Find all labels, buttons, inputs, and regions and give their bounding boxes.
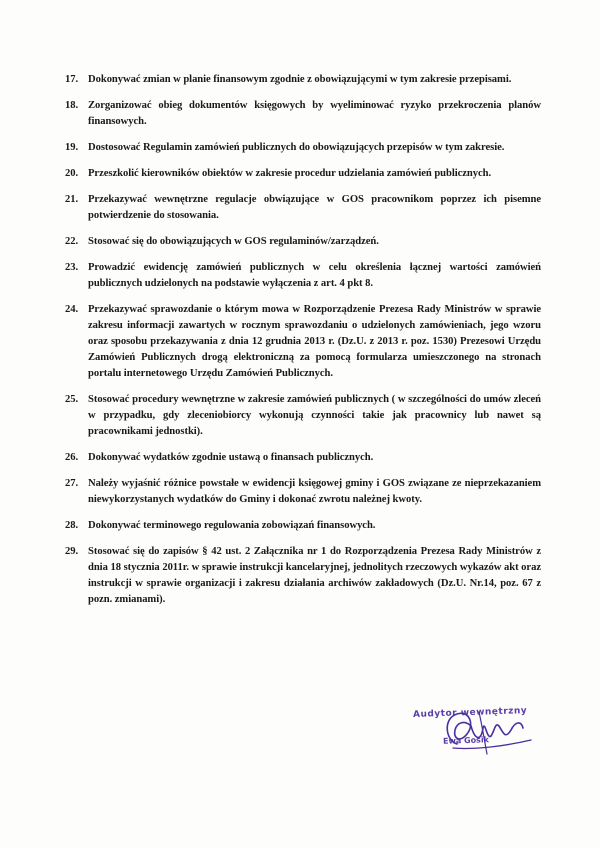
item-number: 28. (65, 520, 79, 531)
list-item (65, 234, 541, 250)
list-item (65, 140, 541, 156)
item-text: Dokonywać zmian w planie finansowym zgodnie z obowiązującymi w tym zakresie przepisami. (88, 74, 512, 85)
item-number: 22. (65, 236, 79, 247)
item-text: Zorganizować obieg dokumentów księgowych by wyeliminować ryzyko przekroczenia planów finansowych. (88, 100, 541, 127)
list-item (65, 302, 541, 382)
list-item (65, 544, 541, 608)
auditor-stamp-signature (395, 700, 545, 762)
item-text: Przeszkolić kierowników obiektów w zakresie procedur udzielania zamówień publicznych. (88, 168, 492, 179)
list-item (65, 260, 541, 292)
item-text: Prowadzić ewidencję zamówień publicznych w celu określenia łącznej wartości zamówień publicznych udzielonych na podstawie wyłączenia z art. 4 pkt 8. (88, 262, 541, 289)
item-number: 29. (65, 546, 79, 557)
recommendations-list (65, 72, 541, 618)
list-item (65, 192, 541, 224)
list-item (65, 392, 541, 440)
item-text: Dokonywać wydatków zgodnie ustawą o finansach publicznych. (88, 452, 374, 463)
item-text: Należy wyjaśnić różnice powstałe w ewidencji księgowej gminy i GOS związane ze nieprzekazaniem niewykorzystanych wydatków do Gminy i dokonać zwrotu należnej kwoty. (88, 478, 541, 505)
list-item (65, 450, 541, 466)
list-item (65, 166, 541, 182)
item-number: 25. (65, 394, 79, 405)
item-number: 21. (65, 194, 79, 205)
item-text: Stosować się do obowiązujących w GOS regulaminów/zarządzeń. (88, 236, 379, 247)
item-number: 18. (65, 100, 79, 111)
item-number: 20. (65, 168, 79, 179)
item-number: 26. (65, 452, 79, 463)
item-number: 27. (65, 478, 79, 489)
item-number: 17. (65, 74, 79, 85)
handwritten-signature (395, 700, 545, 762)
stamp-title: Audytor wewnętrzny (412, 706, 528, 720)
item-text: Stosować się do zapisów § 42 ust. 2 Załącznika nr 1 do Rozporządzenia Prezesa Rady Ministrów z dnia 18 stycznia 2011r. w sprawie instrukcji kancelaryjnej, jednolitych rzeczowych wykazów akt oraz instrukcji w sprawie organizacji i zakresu działania archiwów zakładowych (Dz.U. Nr.14, poz. 67 z pozn. zmianami). (88, 546, 541, 605)
item-number: 19. (65, 142, 79, 153)
list-item (65, 476, 541, 508)
list-item (65, 518, 541, 534)
item-number: 23. (65, 262, 79, 273)
item-text: Przekazywać sprawozdanie o którym mowa w Rozporządzenie Prezesa Rady Ministrów w sprawie zakresu informacji zawartych w rocznym sprawozdaniu o udzielonych zamówieniach, jego wzoru oraz sposobu przekazywania z dnia 12 grudnia 2013 r. (Dz.U. z 2013 r. poz. 1530) Prezesowi Urzędu Zamówień Publicznych drogą elektroniczną za pomocą formularza umieszczonego na stronach portalu internetowego Urzędu Zamówień Publicznych. (88, 304, 541, 379)
item-text: Dokonywać terminowego regulowania zobowiązań finansowych. (88, 520, 376, 531)
item-number: 24. (65, 304, 79, 315)
list-item (65, 98, 541, 130)
item-text: Dostosować Regulamin zamówień publicznych do obowiązujących przepisów w tym zakresie. (88, 142, 505, 153)
item-text: Stosować procedury wewnętrzne w zakresie zamówień publicznych ( w szczególności do umów zleceń w przypadku, gdy zleceniobiorcy wykonują czynności takie jak pracownicy lub nawet są pracownikami jednostki). (88, 394, 541, 437)
item-text: Przekazywać wewnętrzne regulacje obwiązujące w GOS pracownikom poprzez ich pisemne potwierdzenie do stosowania. (88, 194, 541, 221)
stamp-name: Ewa Gosik (442, 735, 490, 746)
list-item (65, 72, 541, 88)
